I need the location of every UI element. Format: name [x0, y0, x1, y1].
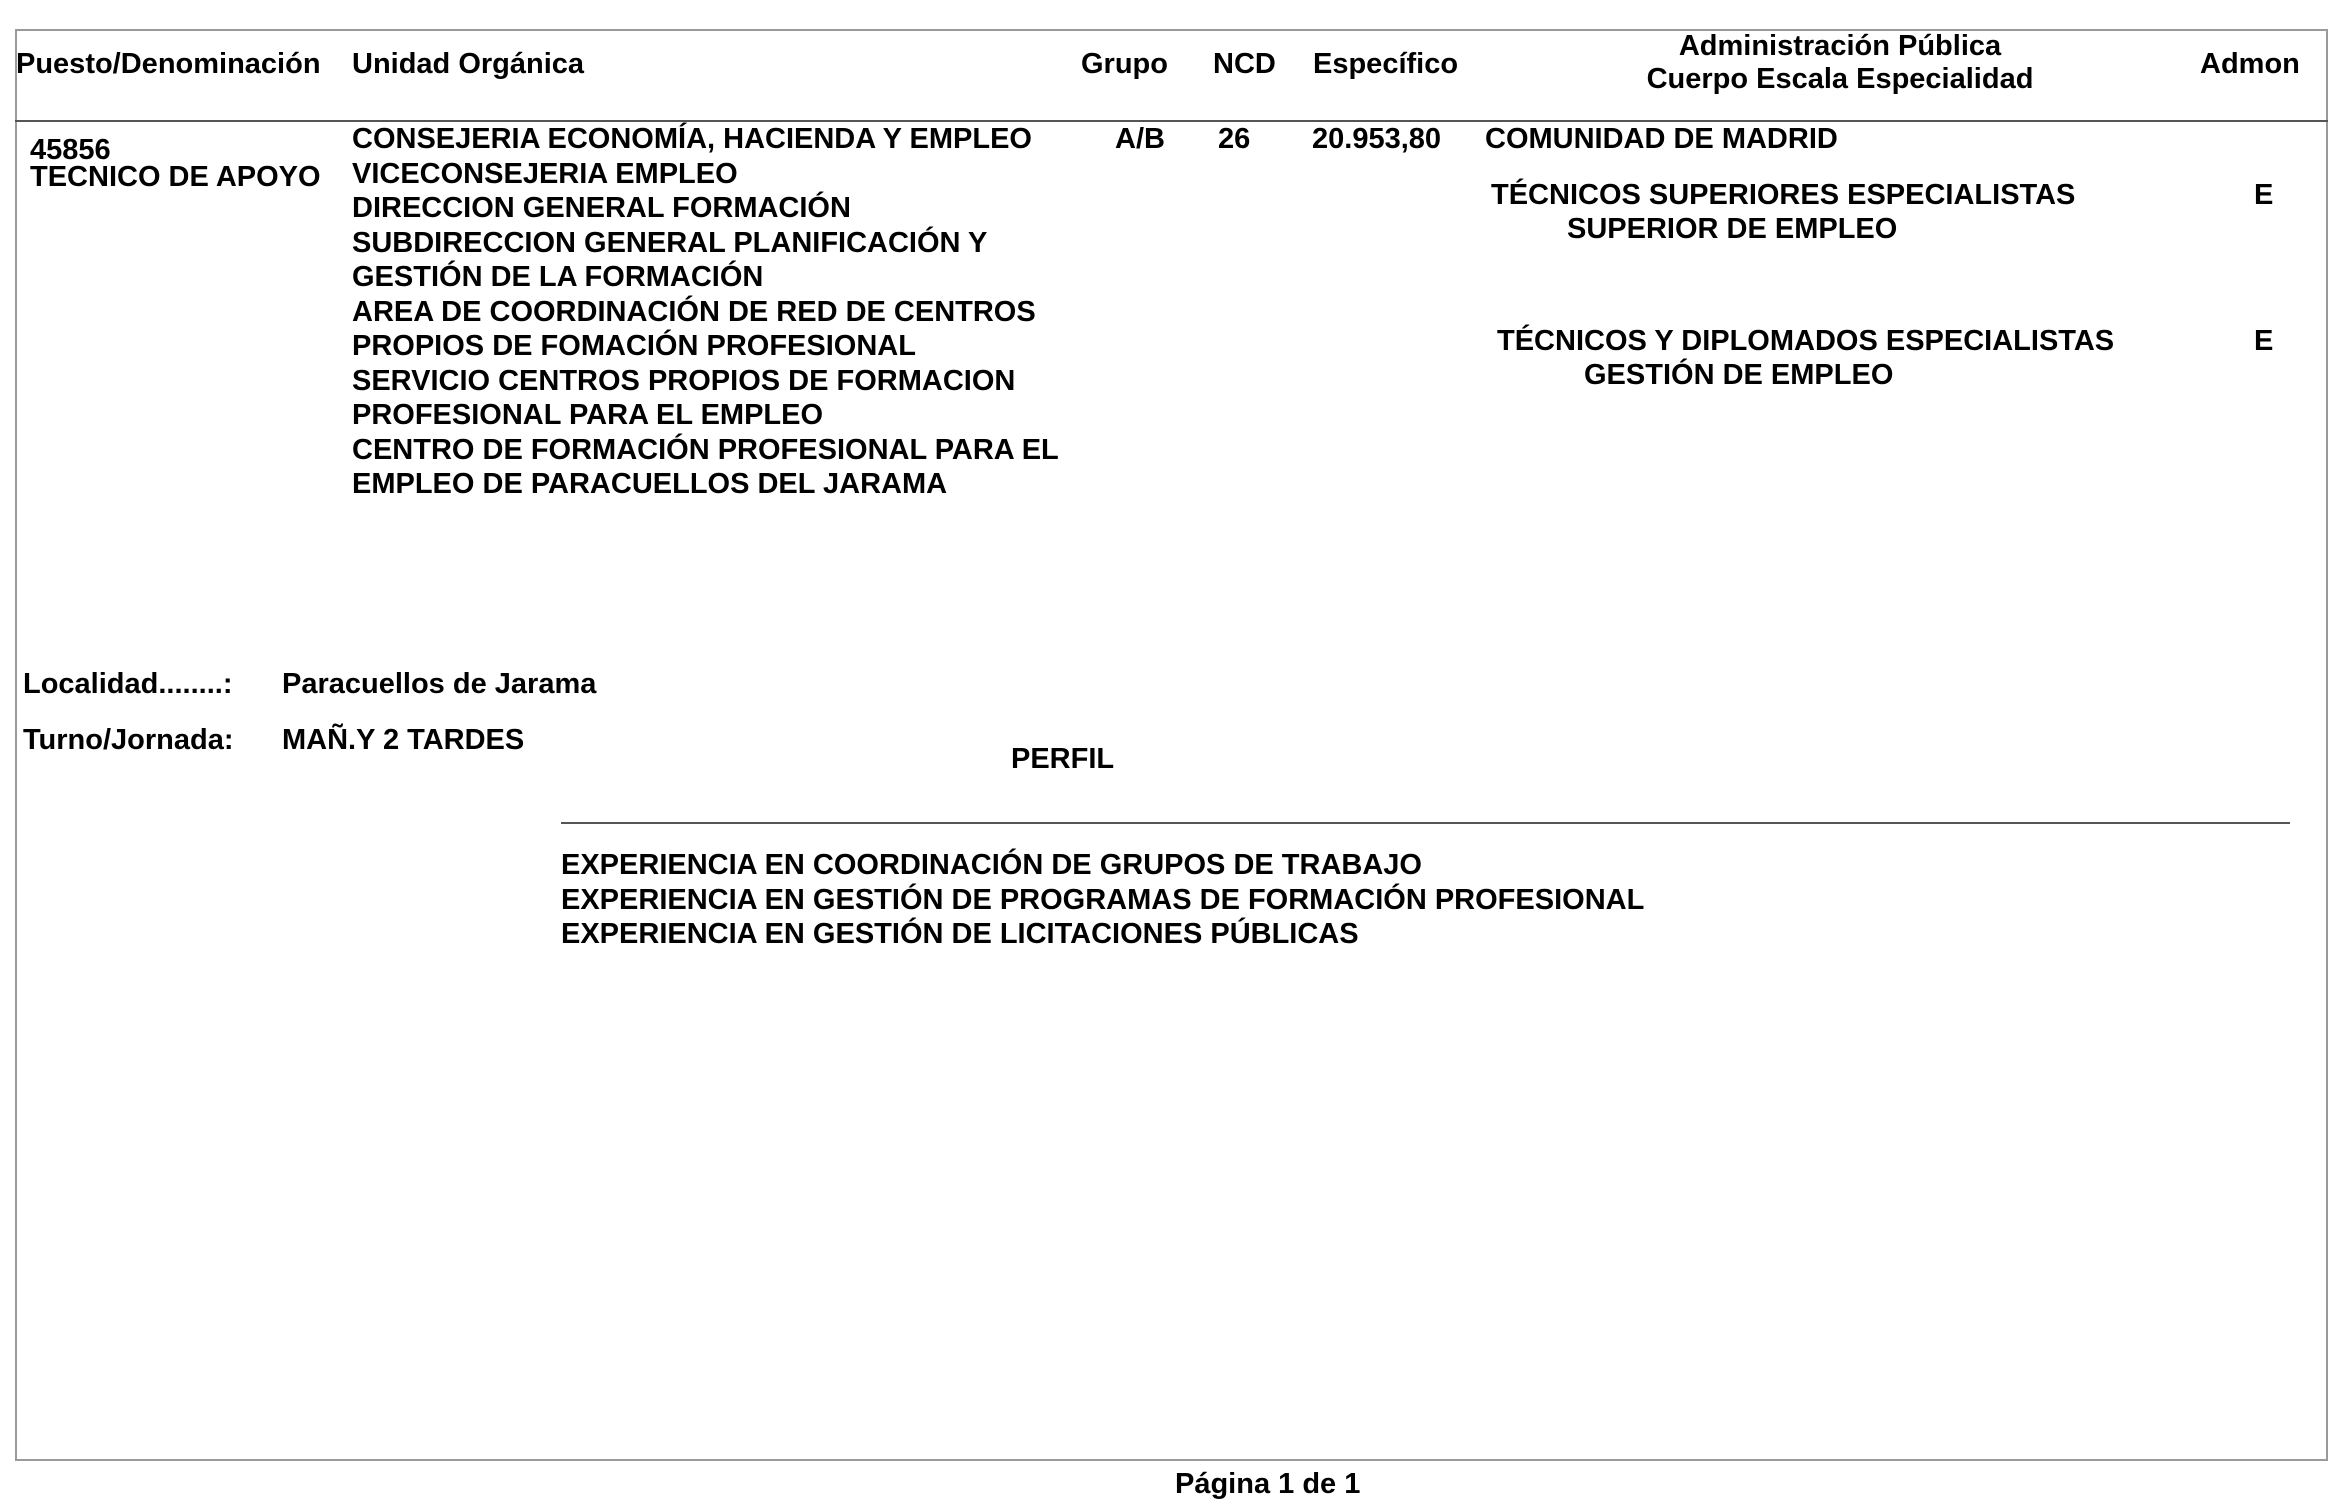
header-cuerpo-escala: Cuerpo Escala Especialidad — [1646, 63, 2034, 95]
especifico-value: 20.953,80 — [1312, 123, 1442, 155]
turno-label: Turno/Jornada: — [23, 724, 234, 756]
turno-value: MAÑ.Y 2 TARDES — [282, 724, 525, 756]
cuerpo-1: TÉCNICOS SUPERIORES ESPECIALISTAS — [1491, 179, 2076, 211]
unidad-line: EMPLEO DE PARACUELLOS DEL JARAMA — [352, 468, 948, 500]
page-number: Página 1 de 1 — [1175, 1468, 1361, 1500]
unidad-line: DIRECCION GENERAL FORMACIÓN — [352, 192, 851, 224]
perfil-item: EXPERIENCIA EN GESTIÓN DE LICITACIONES PÚBLICAS — [561, 918, 1359, 950]
admon-2: E — [2254, 325, 2274, 357]
localidad-label: Localidad........: — [23, 668, 233, 700]
especialidad-2: GESTIÓN DE EMPLEO — [1584, 359, 1894, 391]
perfil-item: EXPERIENCIA EN GESTIÓN DE PROGRAMAS DE FORMACIÓN PROFESIONAL — [561, 883, 1645, 916]
puesto-denominacion: TECNICO DE APOYO — [30, 161, 321, 193]
header-unidad: Unidad Orgánica — [352, 48, 585, 80]
unidad-line: PROPIOS DE FOMACIÓN PROFESIONAL — [352, 330, 916, 362]
header-grupo: Grupo — [1081, 48, 1168, 80]
perfil-title: PERFIL — [1011, 743, 1115, 775]
unidad-line: VICECONSEJERIA EMPLEO — [352, 157, 738, 190]
especialidad-1: SUPERIOR DE EMPLEO — [1567, 213, 1898, 245]
localidad-value: Paracuellos de Jarama — [282, 668, 597, 700]
grupo-value: A/B — [1115, 123, 1165, 155]
unidad-line: SERVICIO CENTROS PROPIOS DE FORMACION — [352, 364, 1016, 397]
ncd-value: 26 — [1218, 123, 1251, 155]
unidad-line: CONSEJERIA ECONOMÍA, HACIENDA Y EMPLEO — [352, 123, 1032, 155]
unidad-line: AREA DE COORDINACIÓN DE RED DE CENTROS — [352, 295, 1036, 328]
unidad-line: CENTRO DE FORMACIÓN PROFESIONAL PARA EL — [352, 433, 1059, 466]
header-puesto: Puesto/Denominación — [16, 48, 321, 80]
page-footer — [1100, 1468, 1400, 1500]
header-especifico: Específico — [1313, 48, 1459, 80]
unidad-organica-list — [352, 122, 1059, 502]
header-admon: Admon — [2200, 48, 2300, 80]
admon-1: E — [2254, 179, 2274, 211]
header-ncd: NCD — [1213, 48, 1276, 80]
header-admin-publica: Administración Pública — [1678, 30, 2002, 62]
perfil-list — [561, 848, 1644, 952]
cuerpo-2: TÉCNICOS Y DIPLOMADOS ESPECIALISTAS — [1497, 325, 2115, 357]
unidad-line: SUBDIRECCION GENERAL PLANIFICACIÓN Y — [352, 226, 988, 259]
perfil-divider — [561, 822, 2290, 824]
unidad-line: GESTIÓN DE LA FORMACIÓN — [352, 261, 764, 293]
administracion-value: COMUNIDAD DE MADRID — [1485, 123, 1838, 155]
puesto-codigo: 45856 — [30, 134, 111, 166]
unidad-line: PROFESIONAL PARA EL EMPLEO — [352, 399, 824, 431]
perfil-item: EXPERIENCIA EN COORDINACIÓN DE GRUPOS DE TRABAJO — [561, 849, 1422, 881]
